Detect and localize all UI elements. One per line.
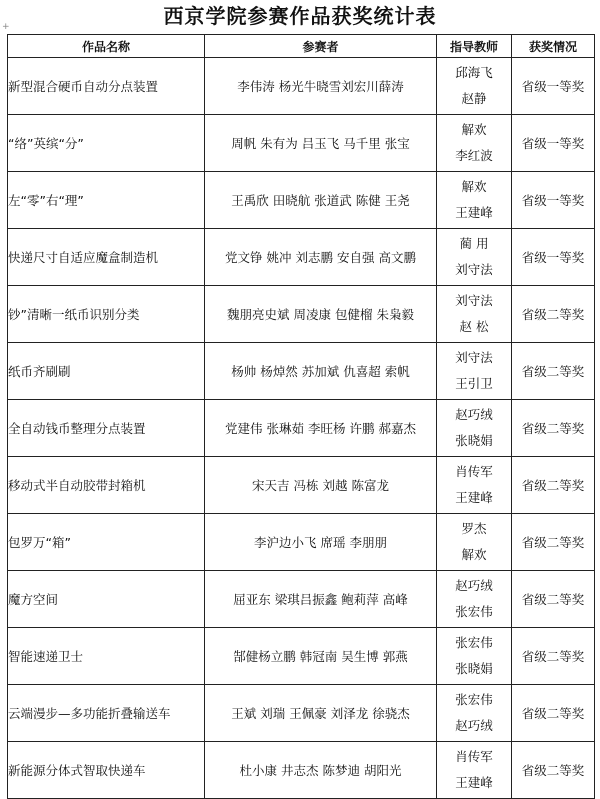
advisor-name: 刘守法 xyxy=(455,262,493,277)
table-row xyxy=(8,58,595,115)
advisor-name: 赵 松 xyxy=(459,319,489,334)
advisor-name: 解欢 xyxy=(461,547,487,562)
header-members: 参赛者 xyxy=(205,35,437,58)
advisor-name: 刘守法 xyxy=(455,293,493,308)
table-row xyxy=(8,400,595,457)
advisor-name: 王建峰 xyxy=(455,205,493,220)
advisor-name: 解欢 xyxy=(461,122,487,137)
advisor-name: 解欢 xyxy=(461,179,487,194)
award-cell: 省级二等奖 xyxy=(512,457,595,514)
participants-cell: 王斌 刘瑞 王佩豪 刘泽龙 徐骁杰 xyxy=(205,685,437,742)
advisors-cell xyxy=(437,229,512,286)
advisor-name: 刘守法 xyxy=(455,350,493,365)
work-name-cell: 纸币齐刷刷 xyxy=(8,343,205,400)
award-cell: 省级二等奖 xyxy=(512,514,595,571)
award-cell: 省级二等奖 xyxy=(512,343,595,400)
advisor-name: 赵巧绒 xyxy=(455,718,493,733)
advisor-name: 张宏伟 xyxy=(455,635,493,650)
awards-table xyxy=(7,34,595,799)
participants-cell: 王禹欣 田晓航 张道武 陈健 王尧 xyxy=(205,172,437,229)
award-cell: 省级一等奖 xyxy=(512,229,595,286)
participants-cell: 李沪边小飞 席瑶 李朋朋 xyxy=(205,514,437,571)
award-cell: 省级二等奖 xyxy=(512,571,595,628)
work-name-cell: 钞”清晰一纸币识别分类 xyxy=(8,286,205,343)
advisor-name: 张晓娟 xyxy=(455,661,493,676)
advisor-name: 张晓娟 xyxy=(455,433,493,448)
table-row xyxy=(8,628,595,685)
award-cell: 省级二等奖 xyxy=(512,685,595,742)
work-name-cell: “络”英缤“分” xyxy=(8,115,205,172)
advisor-name: 赵静 xyxy=(461,91,487,106)
participants-cell: 魏朋亮史斌 周凌康 包健榴 朱枭毅 xyxy=(205,286,437,343)
award-cell: 省级二等奖 xyxy=(512,628,595,685)
advisor-name: 肖传军 xyxy=(455,464,493,479)
work-name-cell: 快递尺寸自适应魔盒制造机 xyxy=(8,229,205,286)
participants-cell: 屈亚东 梁琪吕振鑫 鲍莉萍 高峰 xyxy=(205,571,437,628)
award-cell: 省级二等奖 xyxy=(512,400,595,457)
advisor-name: 张宏伟 xyxy=(455,604,493,619)
advisors-cell xyxy=(437,685,512,742)
participants-cell: 周帆 朱有为 吕玉飞 马千里 张宝 xyxy=(205,115,437,172)
table-row xyxy=(8,514,595,571)
work-name-cell: 智能速递卫士 xyxy=(8,628,205,685)
advisor-name: 赵巧绒 xyxy=(455,407,493,422)
table-row xyxy=(8,343,595,400)
advisors-cell xyxy=(437,172,512,229)
table-row xyxy=(8,286,595,343)
advisor-name: 邱海飞 xyxy=(455,65,493,80)
advisor-name: 肖传军 xyxy=(455,749,493,764)
award-cell: 省级一等奖 xyxy=(512,115,595,172)
award-cell: 省级二等奖 xyxy=(512,742,595,799)
table-body xyxy=(8,58,595,799)
advisor-name: 李红波 xyxy=(455,148,493,163)
award-cell: 省级一等奖 xyxy=(512,58,595,115)
work-name-cell: 新型混合硬币自动分点装置 xyxy=(8,58,205,115)
advisor-name: 赵巧绒 xyxy=(455,578,493,593)
table-row xyxy=(8,229,595,286)
award-cell: 省级一等奖 xyxy=(512,172,595,229)
participants-cell: 郜健杨立鹏 韩冠南 吴生博 郭燕 xyxy=(205,628,437,685)
header-name: 作品名称 xyxy=(8,35,205,58)
advisor-name: 王建峰 xyxy=(455,490,493,505)
table-row xyxy=(8,685,595,742)
work-name-cell: 移动式半自动胶带封箱机 xyxy=(8,457,205,514)
advisor-name: 罗杰 xyxy=(461,521,487,536)
advisor-name: 王建峰 xyxy=(455,775,493,790)
work-name-cell: 左“零”右“理” xyxy=(8,172,205,229)
table-row xyxy=(8,571,595,628)
advisors-cell xyxy=(437,343,512,400)
table-row xyxy=(8,742,595,799)
table-row xyxy=(8,172,595,229)
header-award: 获奖情况 xyxy=(512,35,595,58)
award-cell: 省级二等奖 xyxy=(512,286,595,343)
advisor-name: 蔺 用 xyxy=(459,236,489,251)
work-name-cell: 新能源分体式智取快递车 xyxy=(8,742,205,799)
advisor-name: 王引卫 xyxy=(455,376,493,391)
advisor-name: 张宏伟 xyxy=(455,692,493,707)
corner-marker-icon: + xyxy=(2,22,10,32)
advisors-cell xyxy=(437,742,512,799)
table-row xyxy=(8,457,595,514)
advisors-cell xyxy=(437,457,512,514)
work-name-cell: 包罗万“箱” xyxy=(8,514,205,571)
advisors-cell xyxy=(437,400,512,457)
advisors-cell xyxy=(437,115,512,172)
advisors-cell xyxy=(437,58,512,115)
table-row xyxy=(8,115,595,172)
participants-cell: 杜小康 井志杰 陈梦迪 胡阳光 xyxy=(205,742,437,799)
advisors-cell xyxy=(437,514,512,571)
page-title: 西京学院参赛作品获奖统计表 xyxy=(163,4,437,28)
participants-cell: 宋天吉 冯栋 刘越 陈富龙 xyxy=(205,457,437,514)
advisors-cell xyxy=(437,628,512,685)
participants-cell: 杨帅 杨焯然 苏加斌 仇喜超 索帆 xyxy=(205,343,437,400)
work-name-cell: 云端漫步—多功能折叠输送车 xyxy=(8,685,205,742)
work-name-cell: 魔方空间 xyxy=(8,571,205,628)
advisors-cell xyxy=(437,571,512,628)
participants-cell: 党文铮 姚冲 刘志鹏 安自强 高文鹏 xyxy=(205,229,437,286)
table-header-row xyxy=(8,35,595,58)
header-advisors: 指导教师 xyxy=(437,35,512,58)
participants-cell: 李伟涛 杨光牛晓雪刘宏川薛涛 xyxy=(205,58,437,115)
work-name-cell: 全自动钱币整理分点装置 xyxy=(8,400,205,457)
participants-cell: 党建伟 张琳茹 李旺杨 许鹏 郝嘉杰 xyxy=(205,400,437,457)
advisors-cell xyxy=(437,286,512,343)
